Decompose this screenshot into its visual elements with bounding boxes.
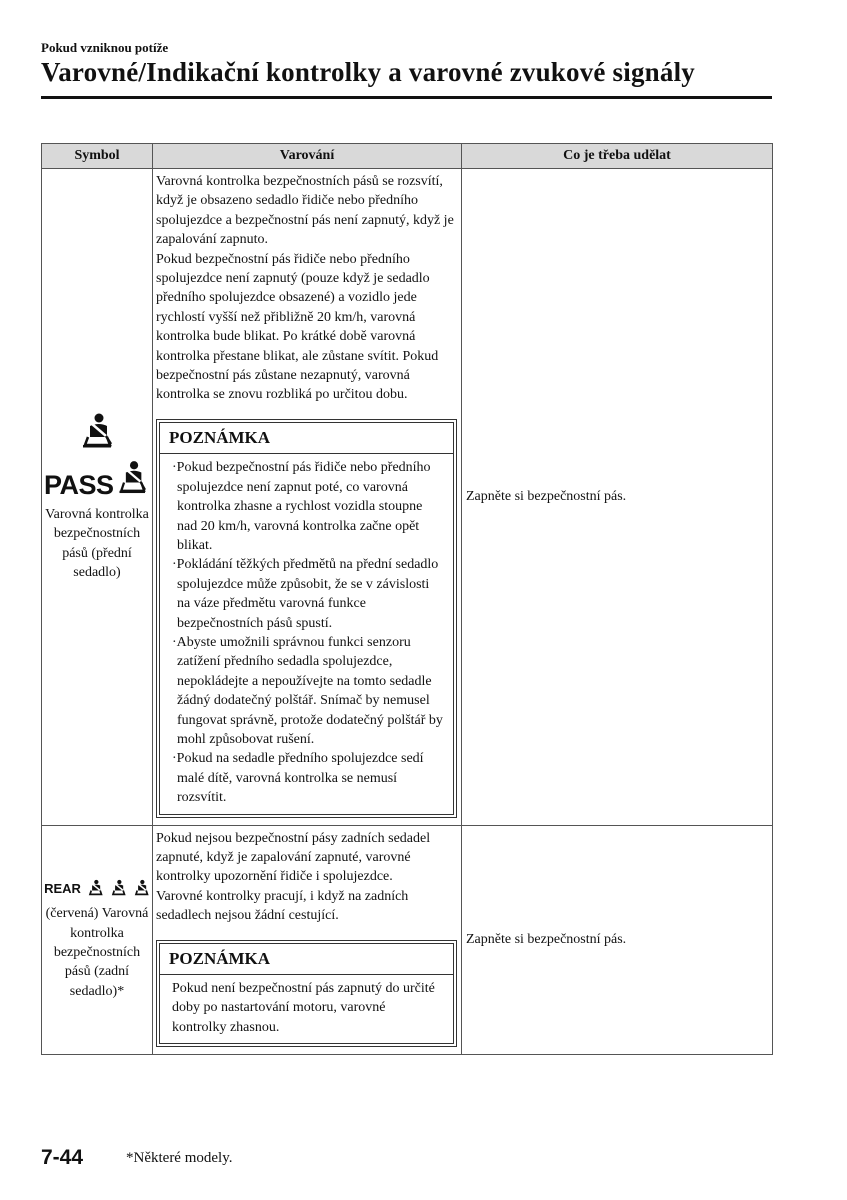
rear-indicator [44,879,150,898]
note-item: ·Abyste umožnili správnou funkci senzoru zatížení předního sedadla spolujezdce, nepokládejte a nepoužívejte na tomto sedadle žádný dodatečný polštář. Snímač by nemusel fungovat správně, protože dodatečný polštář by mohl způsobovat rušení. [172,634,443,747]
note-item: Pokud není bezpečnostní pás zapnutý do určité doby po nastartování motoru, varovné kontrolky zhasnou. [172,981,435,1035]
symbol-cell [42,169,153,826]
note-title: POZNÁMKA [160,944,453,975]
page-number: 7-44 [41,1146,84,1169]
table-row [42,825,773,1055]
note-box [156,940,457,1048]
warning-cell [153,169,462,826]
pass-seatbelt-icon [114,457,150,499]
action-text: Zapněte si bezpečnostní pás. [466,932,627,948]
table-row [42,169,773,826]
warning-table [41,143,773,1055]
warning-paragraph: Pokud bezpečnostní pás řidiče nebo předního spolujezdce není zapnutý (pouze když je sedadlo předního spolujezdce obsazené) a vozidlo jede rychlostí vyšší než přibližně 20 km/h, varovná kontrolka bude blikat. Po krátké době varovná kontrolka přestane blikat, ale zůstane svítit. Pokud bezpečnostní pás zůstane nezapnutý, varovná kontrolka se znovu rozbliká po určitou dobu. [156,251,439,403]
page-title: Varovné/Indikační kontrolky a varovné zvukové signály [41,57,695,87]
pass-label: PASS [44,469,114,500]
note-item: ·Pokud bezpečnostní pás řidiče nebo předního spolujezdce není zapnut poté, co varovná kontrolka zhasne a rychlost vozidla stoupne nad 20 km/h, varovná kontrolka začne opět blikat. [172,460,431,553]
column-header-symbol: Symbol [42,144,153,169]
note-box [156,419,457,818]
warning-paragraph: Varovné kontrolky pracují, i když na zadních sedadlech nejsou žádní cestující. [156,888,409,924]
symbol-caption: Varovná kontrolka bezpečnostních pásů (přední sedadlo) [45,506,149,581]
title-rule [41,96,772,99]
column-header-action: Co je třeba udělat [462,144,773,169]
warning-paragraph: Pokud nejsou bezpečnostní pásy zadních sedadel zapnuté, když je zapalování zapnuté, varovné kontrolky upozornění řidiče i spolujezdce. [156,830,431,885]
footnote: *Některé modely. [126,1150,233,1166]
note-item: ·Pokud na sedadle předního spolujezdce sedí malé dítě, varovná kontrolka se nemusí rozsvítit. [172,751,424,806]
section-label: Pokud vzniknou potíže [41,40,169,55]
symbol-cell [42,825,153,1055]
rear-seatbelt-left-icon [87,879,104,897]
rear-label: REAR [44,880,81,896]
note-item: ·Pokládání těžkých předmětů na přední sedadlo spolujezdce může způsobit, že se v závislosti na váze předmětu varovná funkce bezpečnostních pásů spustí. [172,557,439,631]
symbol-caption: (červená) Varovná kontrolka bezpečnostních pásů (zadní sedadlo)* [45,906,149,999]
rear-seatbelt-center-icon [110,879,127,897]
warning-cell [153,825,462,1055]
seatbelt-icon [77,411,117,451]
pass-indicator [44,457,150,499]
action-cell [462,825,773,1055]
rear-seatbelt-right-icon [133,879,150,897]
action-cell [462,169,773,826]
note-title: POZNÁMKA [160,423,453,454]
action-text: Zapněte si bezpečnostní pás. [466,489,627,505]
column-header-warning: Varování [153,144,462,169]
table-header-row [42,144,773,169]
warning-paragraph: Varovná kontrolka bezpečnostních pásů se rozsvítí, když je obsazeno sedadlo řidiče nebo předního spolujezdce a bezpečnostní pás není zapnutý, když je zapalování zapnuto. [156,174,454,248]
